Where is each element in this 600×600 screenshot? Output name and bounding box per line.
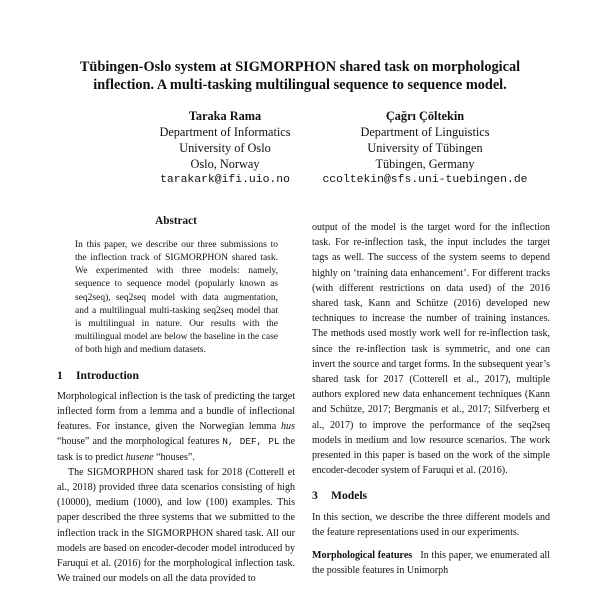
target-example: husene — [125, 451, 154, 463]
author-university: University of Tübingen — [367, 141, 483, 155]
title-line-2: inflection. A multi-tasking multilingual sequence to sequence model. — [93, 77, 507, 93]
section-number: 1 — [57, 368, 63, 382]
title-line-1: Tübingen-Oslo system at SIGMORPHON shared task on morphological — [79, 59, 521, 75]
morphological-features-paragraph — [312, 548, 550, 578]
author-department: Department of Informatics — [159, 125, 291, 139]
abstract-text: In this paper, we describe our three submissions to the inflection track of SIGMORPHON shared task. We experimented with three models: namely, sequence to sequence model (popularly known as seq2seq), seq2seq model with data augmentation, and a multilingual multi-tasking seq2seq model that is multilingual in nature. Our results with the multilingual model are below the baseline in the case of both high and medium datasets. — [75, 239, 278, 356]
author-location: Oslo, Norway — [190, 157, 260, 171]
text-run: In this paper, we enumerated all the possible features in Unimorph — [312, 550, 550, 577]
models-heading — [312, 488, 550, 503]
author-name: Taraka Rama — [188, 109, 262, 123]
abstract-heading: Abstract — [155, 215, 197, 227]
author-email: ccoltekin@sfs.uni-tuebingen.de — [322, 174, 528, 186]
lemma-example: hus — [281, 421, 295, 433]
author-email: tarakark@ifi.uio.no — [160, 174, 290, 186]
author-department: Department of Linguistics — [360, 125, 490, 139]
author-name: Çağrı Çöltekin — [385, 109, 465, 123]
section-number: 3 — [312, 489, 318, 503]
text-run: Morphological inflection is the task of predicting the target inflected form from a lemma and a bundle of inflectional features. For instance, given the Norwegian lemma — [57, 390, 295, 433]
author-university: University of Oslo — [179, 141, 271, 155]
text-run: “houses”. — [153, 451, 195, 463]
paper-title — [40, 58, 560, 94]
models-paragraph: In this section, we describe the three different models and the feature representations used in our experiments. — [312, 511, 550, 538]
paragraph-heading: Morphological features — [312, 550, 413, 562]
intro-paragraph-2: The SIGMORPHON shared task for 2018 (Cotterell et al., 2018) provided three data scenarios consisting of high (10000), medium (1000), and low (100) examples. This paper described the three systems that we submitted to the inflection track in the SIGMORPHON shared task. All our models are based on encoder-decoder model introduced by Faruqui et al. (2016) for the morphological inflection task. We trained our models on all the data provided to — [57, 466, 295, 585]
text-run: “house” and the morphological features — [57, 436, 223, 448]
introduction-heading — [57, 368, 295, 383]
continued-paragraph: output of the model is the target word for the inflection task. For re-inflection task, the input includes the target tags as well. The success of the system seems to depend highly on ‘training data enhancement’. For different tracks (with different restrictions on data used) of the 2016 shared task, Kann and Schütze (2016) developed new techniques to increase the number of training instances. The methods used mostly work well for re-inflection task, since the re-inflection task is symmetric, and one can invert the source and target forms. In the subsequent year’s shared task for 2017 (Cotterell et al., 2017), multiple authors explored new data enhancement techniques (Kann and Schütze, 2017; Bergmanis et al., 2017; Silfverberg et al., 2017) to improve the performance of the seq2seq models in medium and low resource scenarios. The work presented in this paper is based on the work of the simple encoder-decoder system of Faruqui et al. (2016). — [312, 222, 550, 477]
section-title: Models — [331, 489, 368, 503]
right-column — [312, 220, 550, 578]
left-column — [57, 214, 295, 586]
feature-example: N, DEF, PL — [222, 436, 280, 448]
author-block-2 — [275, 108, 575, 188]
intro-paragraph-1 — [57, 389, 295, 465]
text-run: the task is to predict — [57, 436, 295, 463]
author-location: Tübingen, Germany — [375, 157, 475, 171]
section-title: Introduction — [76, 368, 139, 382]
